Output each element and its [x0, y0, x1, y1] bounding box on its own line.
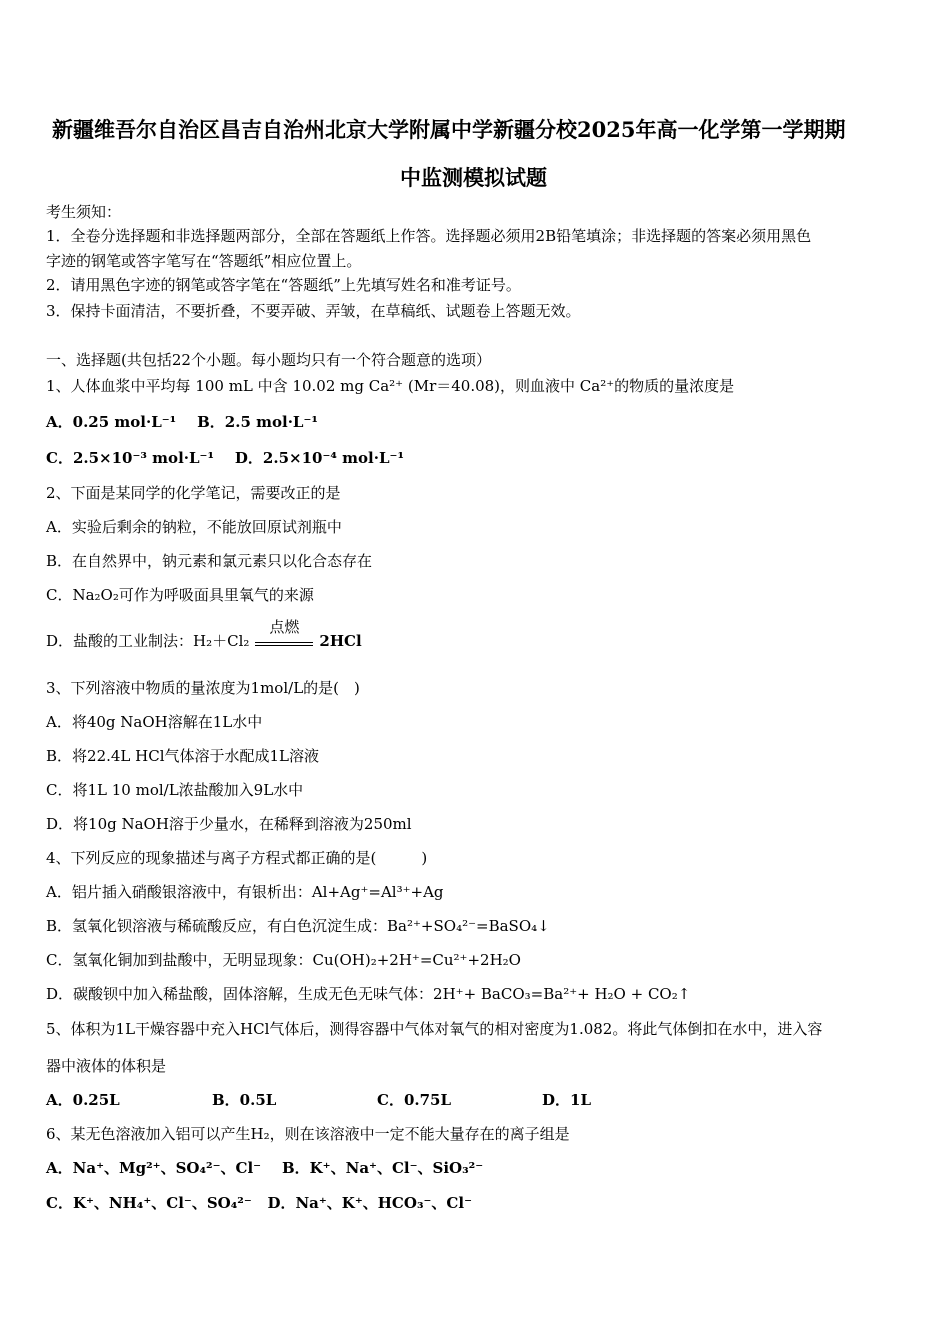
question-2-stem: 2、下面是某同学的化学笔记，需要改正的是 [46, 484, 341, 502]
question-5-stem: 5、体积为1L干燥容器中充入HCl气体后，测得容器中气体对氧气的相对密度为1.082。将此气体倒扣在水中，进入容 [46, 1020, 823, 1038]
title-line-2: 中监测模拟试题 [400, 165, 547, 190]
question-5-stem-cont: 器中液体的体积是 [46, 1057, 167, 1075]
q1-option-c: C．2.5×10⁻³ mol·L⁻¹ [46, 449, 215, 467]
notice-line: 字迹的钢笔或答字笔写在“答题纸”相应位置上。 [46, 252, 362, 270]
q4-option-d: D．碳酸钡中加入稀盐酸，固体溶解，生成无色无味气体：2H⁺+ BaCO₃=Ba²⁺+ H₂O + CO₂↑ [46, 985, 691, 1003]
q4-option-c: C．氢氧化铜加到盐酸中，无明显现象：Cu(OH)₂+2H⁺=Cu²⁺+2H₂O [46, 951, 521, 969]
question-6-options-ab [46, 1158, 483, 1178]
q1-option-d: D．2.5×10⁻⁴ mol·L⁻¹ [234, 449, 405, 467]
q2-option-b: B．在自然界中，钠元素和氯元素只以化合态存在 [46, 552, 373, 570]
condition-label: 点燃 [269, 618, 300, 636]
q3-option-d: D．将10g NaOH溶于少量水，在稀释到溶液为250ml [46, 815, 412, 833]
q3-option-a: A．将40g NaOH溶解在1L水中 [46, 713, 263, 731]
notice-line: 3．保持卡面清洁，不要折叠，不要弄破、弄皱，在草稿纸、试题卷上答题无效。 [46, 302, 581, 320]
q6-option-d: D．Na⁺、K⁺、HCO₃⁻、Cl⁻ [267, 1194, 472, 1212]
q1-option-b: B．2.5 mol·L⁻¹ [197, 413, 318, 431]
q3-option-b: B．将22.4L HCl气体溶于水配成1L溶液 [46, 747, 320, 765]
notice-heading: 考生须知： [46, 203, 122, 221]
q2-option-a: A．实验后剩余的钠粒，不能放回原试剂瓶中 [46, 518, 342, 536]
q5-option-c: C．0.75L [377, 1091, 452, 1109]
q5-option-b: B．0.5L [212, 1091, 277, 1109]
equals-sign [255, 642, 313, 646]
question-1-stem: 1、人体血浆中平均每 100 mL 中含 10.02 mg Ca²⁺ (Mr＝40.08)，则血液中 Ca²⁺的物质的量浓度是 [46, 377, 735, 395]
q1-option-a: A．0.25 mol·L⁻¹ [46, 413, 177, 431]
section-heading: 一、选择题(共包括22个小题。每小题均只有一个符合题意的选项） [46, 351, 491, 369]
reaction-condition [255, 618, 313, 646]
title-line-1: 新疆维吾尔自治区昌吉自治州北京大学附属中学新疆分校2025年高一化学第一学期期 [52, 117, 846, 142]
notice-line: 1．全卷分选择题和非选择题两部分，全部在答题纸上作答。选择题必须用2B铅笔填涂；非选择题的答案必须用黑色 [46, 227, 812, 245]
q5-option-d: D．1L [542, 1091, 591, 1109]
q4-option-b: B．氢氧化钡溶液与稀硫酸反应，有白色沉淀生成：Ba²⁺+SO₄²⁻=BaSO₄↓ [46, 917, 550, 935]
question-1-options-cd [46, 448, 404, 468]
question-6-stem: 6、某无色溶液加入铝可以产生H₂，则在该溶液中一定不能大量存在的离子组是 [46, 1125, 570, 1143]
q4-option-a: A．铝片插入硝酸银溶液中，有银析出：Al+Ag⁺=Al³⁺+Ag [46, 883, 444, 901]
q3-option-c: C．将1L 10 mol/L浓盐酸加入9L水中 [46, 781, 304, 799]
question-4-stem: 4、下列反应的现象描述与离子方程式都正确的是( ) [46, 849, 428, 867]
q2-option-d [46, 618, 362, 651]
q2-option-d-lhs: D．盐酸的工业制法：H₂＋Cl₂ [46, 632, 250, 650]
q6-option-a: A．Na⁺、Mg²⁺、SO₄²⁻、Cl⁻ [46, 1159, 262, 1177]
question-3-stem: 3、下列溶液中物质的量浓度为1mol/L的是( ) [46, 679, 360, 697]
q6-option-b: B．K⁺、Na⁺、Cl⁻、SiO₃²⁻ [281, 1159, 484, 1177]
q5-option-a: A．0.25L [46, 1091, 120, 1109]
notice-line: 2．请用黑色字迹的钢笔或答字笔在“答题纸”上先填写姓名和准考证号。 [46, 276, 521, 294]
q6-option-c: C．K⁺、NH₄⁺、Cl⁻、SO₄²⁻ [46, 1194, 252, 1212]
question-1-options-ab [46, 412, 318, 432]
q2-option-d-rhs: 2HCl [319, 632, 362, 650]
q2-option-c: C．Na₂O₂可作为呼吸面具里氧气的来源 [46, 586, 314, 604]
question-6-options-cd [46, 1193, 472, 1213]
